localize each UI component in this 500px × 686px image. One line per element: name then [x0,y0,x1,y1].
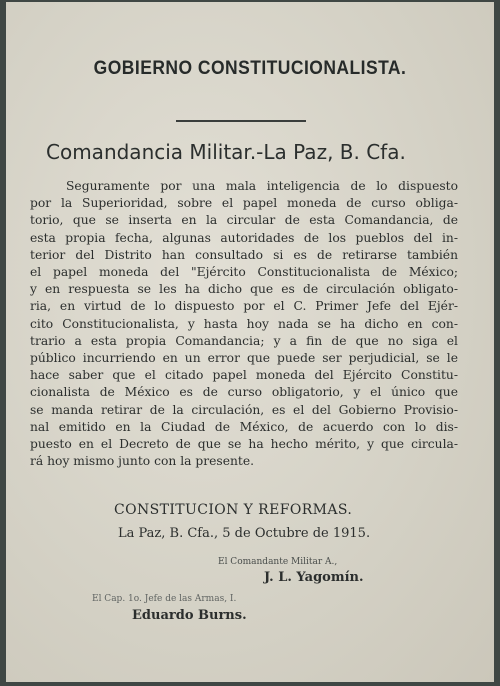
signature1-caption: El Comandante Militar A., [218,557,338,567]
body-line: puesto en el Decreto de que se ha hecho mérito, y que circula- [30,437,458,452]
document-page [6,2,494,682]
body-line: esta propia fecha, algunas autoridades de los pueblos del in- [30,230,458,245]
title-divider [176,120,306,122]
dateline: La Paz, B. Cfa., 5 de Octubre de 1915. [118,526,371,541]
body-line: torio, que se inserta en la circular de esta Comandancia, de [30,213,458,228]
body-line: y en respuesta se les ha dicho que es de circulación obligato- [30,282,458,297]
body-line: por la Superioridad, sobre el papel moneda de curso obliga- [30,196,458,211]
body-line: rá hoy mismo junto con la presente. [30,454,255,469]
body-line: el papel moneda del "Ejército Constitucionalista de México; [30,265,458,280]
body-line: Seguramente por una mala inteligencia de lo dispuesto [66,179,458,193]
signature2-caption: El Cap. 1o. Jefe de las Armas, I. [92,594,237,604]
body-line: nal emitido en la Ciudad de México, de acuerdo con lo dis- [30,419,458,434]
body-line: cito Constitucionalista, y hasta hoy nada se ha dicho en con- [30,316,458,331]
signature2-name: Eduardo Burns. [132,608,247,623]
body-line: se manda retirar de la circulación, es el del Gobierno Provisio- [30,402,458,417]
body-line: terior del Distrito han consultado si es de retirarse también [30,247,458,262]
body-line: hace saber que el citado papel moneda del Ejército Constitu- [30,368,458,383]
body-line: ria, en virtud de lo dispuesto por el C. Primer Jefe del Ejér- [30,299,458,314]
document-body [30,178,458,470]
body-line: trario a esta propia Comandancia; y a fin de que no siga el [30,333,458,348]
document-title: GOBIERNO CONSTITUCIONALISTA. [93,58,407,79]
document-subtitle: Comandancia Militar.-La Paz, B. Cfa. [46,140,406,164]
closing-motto: CONSTITUCION Y REFORMAS. [114,502,353,518]
body-line: público incurriendo en un error que puede ser perjudicial, se le [30,351,458,366]
signature1-name: J. L. Yagomín. [264,570,364,585]
body-line: cionalista de México es de curso obligatorio, y el único que [30,385,458,400]
